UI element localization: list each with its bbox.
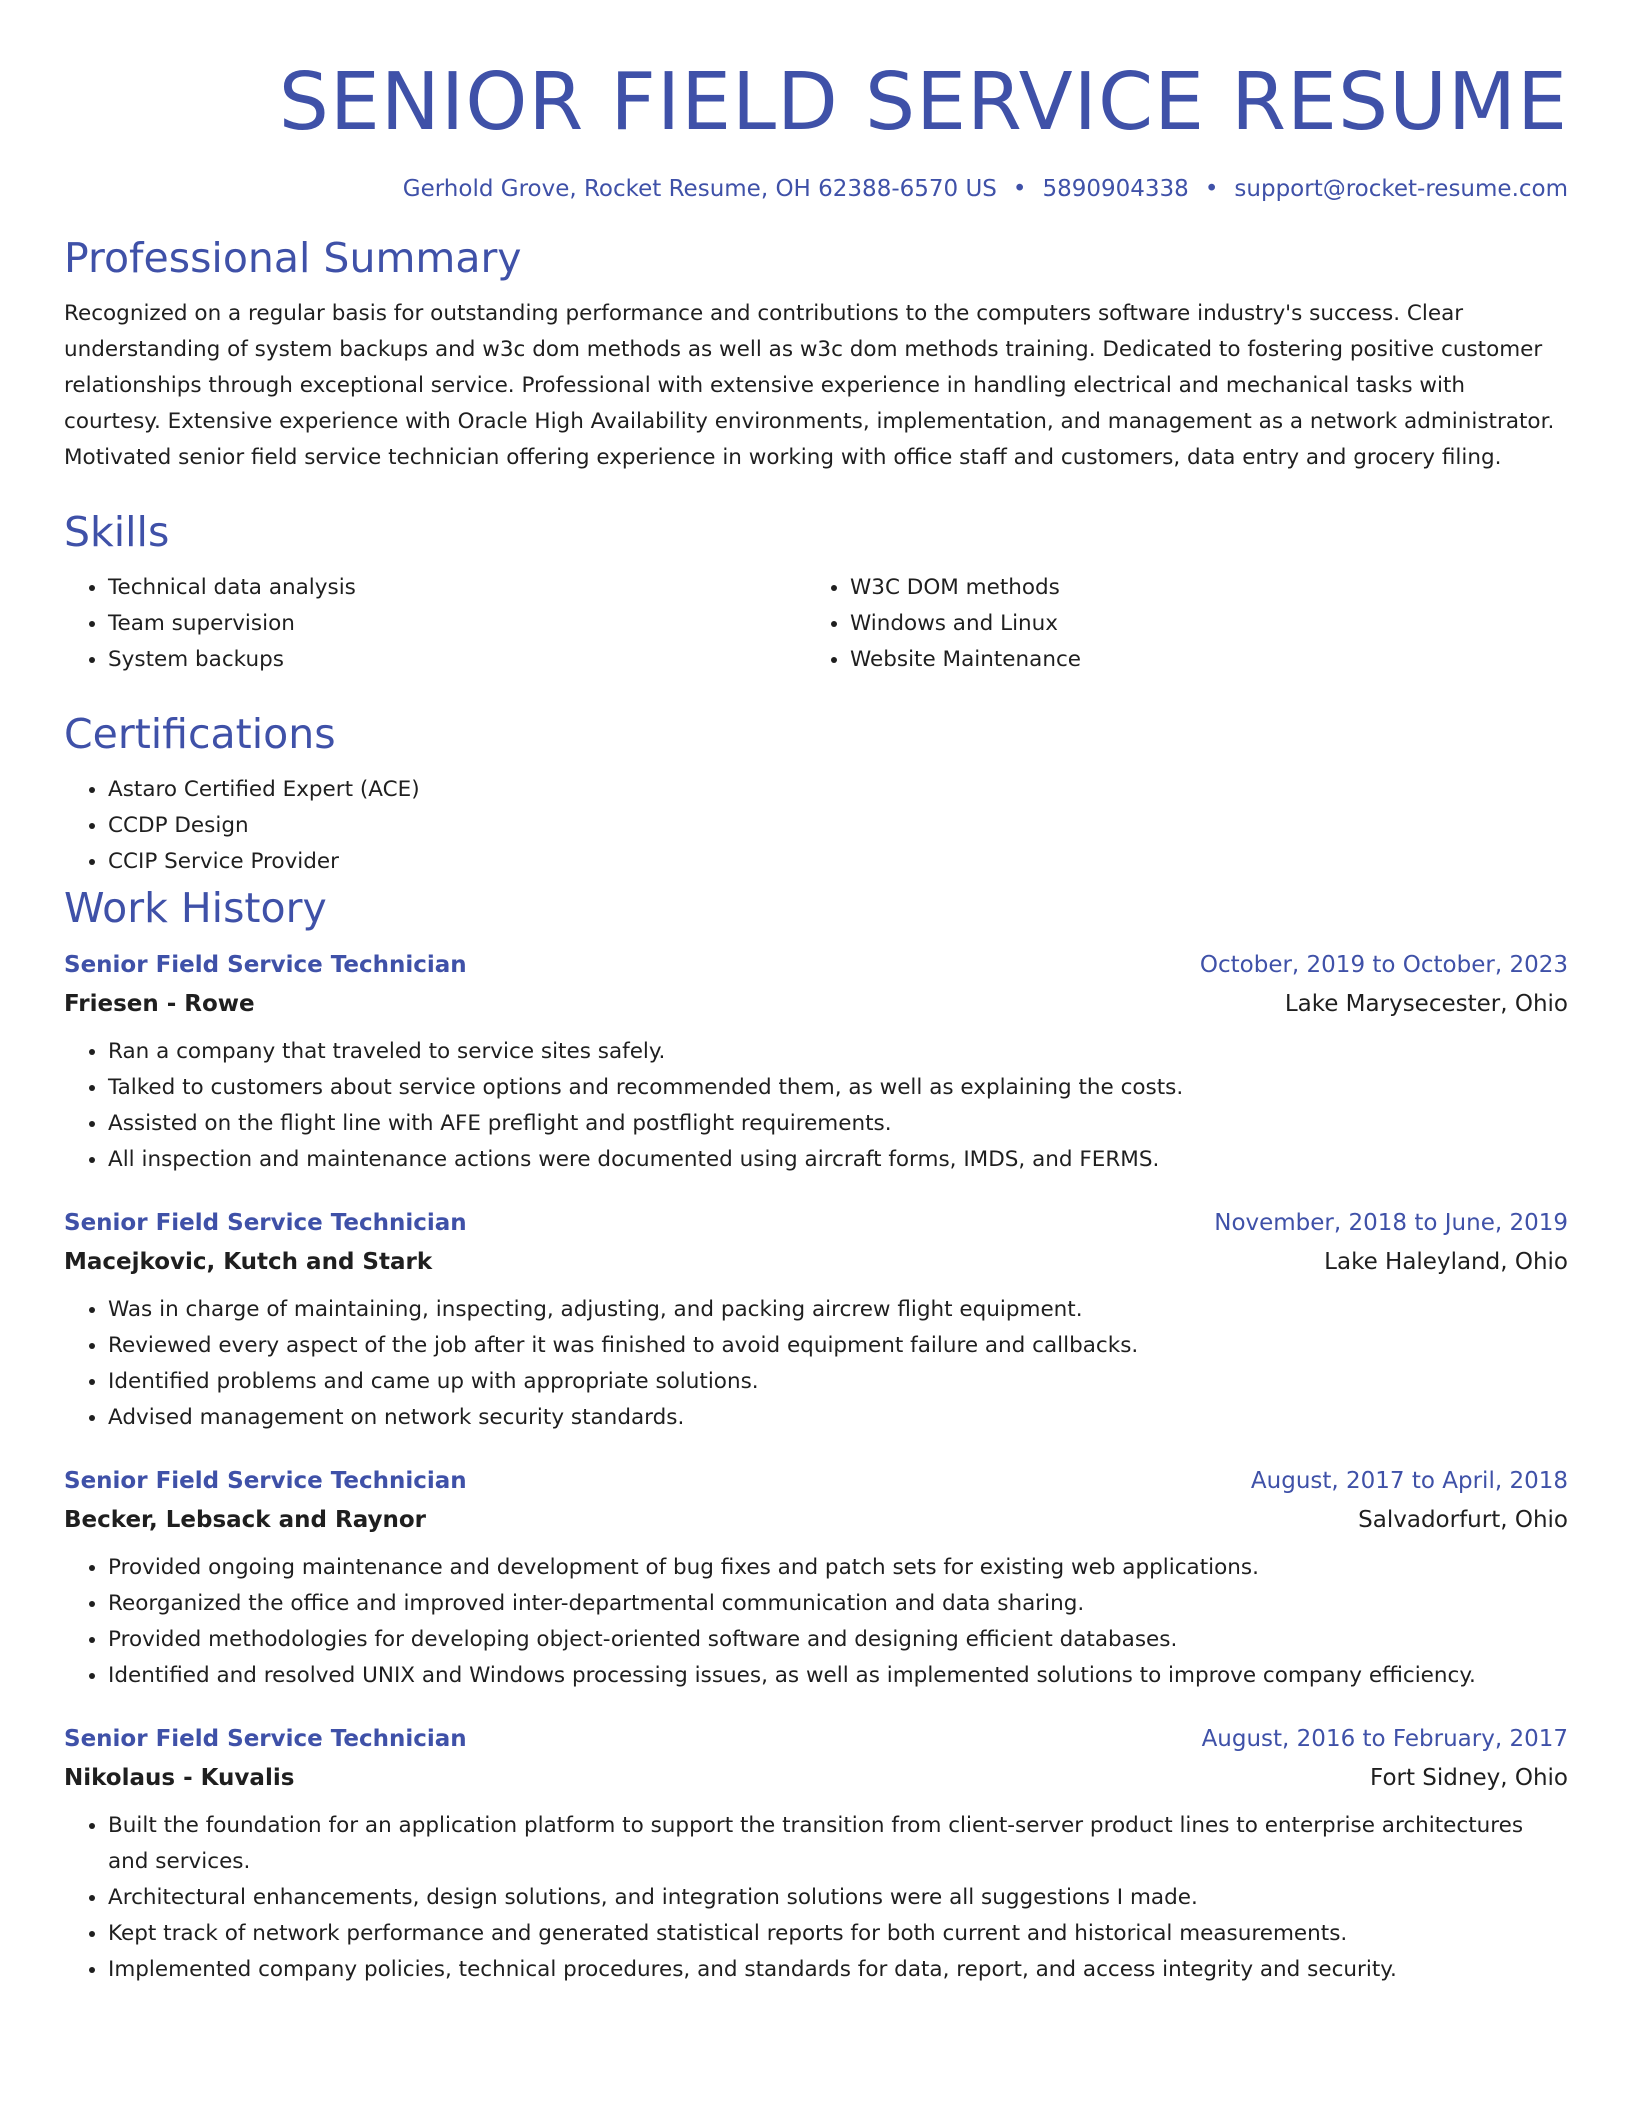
job-dates: November, 2018 to June, 2019	[1214, 1210, 1568, 1236]
job-bullet: • Provided ongoing maintenance and development of bug fixes and patch sets for existing web applications.	[108, 1550, 1568, 1586]
job-bullet: • Was in charge of maintaining, inspecting, adjusting, and packing aircrew flight equipment.	[108, 1292, 1568, 1328]
job-bullets	[64, 1550, 1568, 1694]
certification-item: • CCDP Design	[108, 808, 1568, 844]
job-company: Macejkovic, Kutch and Stark	[64, 1249, 433, 1275]
job-bullet: • Provided methodologies for developing object-oriented software and designing efficient databases.	[108, 1622, 1568, 1658]
job-bullet: • Talked to customers about service options and recommended them, as well as explaining the costs.	[108, 1070, 1568, 1106]
job-bullet: • Identified problems and came up with appropriate solutions.	[108, 1364, 1568, 1400]
summary-section	[64, 230, 1568, 476]
certifications-section	[64, 706, 1568, 880]
job-bullet: • Ran a company that traveled to service sites safely.	[108, 1034, 1568, 1070]
contact-line	[64, 172, 1568, 206]
job-company-row	[64, 984, 1568, 1024]
contact-separator: •	[1012, 176, 1027, 202]
job-entry	[64, 946, 1568, 1178]
contact-address: Gerhold Grove, Rocket Resume, OH 62388-6570 US	[402, 176, 997, 202]
job-location: Lake Marysecester, Ohio	[1284, 991, 1568, 1017]
job-header-row	[64, 1462, 1568, 1500]
job-bullet: • Architectural enhancements, design solutions, and integration solutions were all suggestions I made.	[108, 1880, 1568, 1916]
job-bullet: • Kept track of network performance and generated statistical reports for both current and historical measurements.	[108, 1916, 1568, 1952]
job-bullet: • Reviewed every aspect of the job after it was finished to avoid equipment failure and callbacks.	[108, 1328, 1568, 1364]
skill-item: • Technical data analysis	[108, 570, 806, 606]
job-header-row	[64, 1204, 1568, 1242]
job-company: Becker, Lebsack and Raynor	[64, 1507, 427, 1533]
skills-heading: Skills	[64, 508, 170, 556]
summary-heading: Professional Summary	[64, 234, 522, 282]
work-history-section	[64, 880, 1568, 1988]
skill-item: • System backups	[108, 642, 806, 678]
summary-text: Recognized on a regular basis for outstanding performance and contributions to the computers software industry's success. Clear understanding of system backups and w3c dom methods as well as w3c dom methods training. Dedicated to fostering positive customer relationships through exceptional service. Professional with extensive experience in handling electrical and mechanical tasks with courtesy. Extensive experience with Oracle High Availability environments, implementation, and management as a network administrator. Motivated senior field service technician offering experience in working with office staff and customers, data entry and grocery filing.	[64, 301, 1555, 470]
skills-column-right	[806, 570, 1548, 678]
job-dates: August, 2017 to April, 2018	[1250, 1468, 1568, 1494]
job-entry	[64, 1204, 1568, 1436]
contact-separator: •	[1204, 176, 1219, 202]
job-title: Senior Field Service Technician	[64, 1210, 467, 1236]
skill-item: • Windows and Linux	[850, 606, 1548, 642]
skills-section	[64, 504, 1568, 678]
skills-column-left	[64, 570, 806, 678]
job-entry	[64, 1720, 1568, 1988]
job-bullets	[64, 1034, 1568, 1178]
certification-item: • Astaro Certified Expert (ACE)	[108, 772, 1568, 808]
job-dates: August, 2016 to February, 2017	[1201, 1726, 1568, 1752]
skills-grid	[64, 570, 1568, 678]
job-title: Senior Field Service Technician	[64, 952, 467, 978]
job-bullets	[64, 1292, 1568, 1436]
job-bullet: • Reorganized the office and improved inter-departmental communication and data sharing.	[108, 1586, 1568, 1622]
skill-item: • Team supervision	[108, 606, 806, 642]
job-header-row	[64, 946, 1568, 984]
certifications-list	[64, 772, 1568, 880]
job-bullet: • Built the foundation for an application platform to support the transition from client-server product lines to enterprise architectures and services.	[108, 1808, 1568, 1880]
job-dates: October, 2019 to October, 2023	[1199, 952, 1568, 978]
job-bullet: • Identified and resolved UNIX and Windows processing issues, as well as implemented solutions to improve company efficiency.	[108, 1658, 1568, 1694]
job-company-row	[64, 1758, 1568, 1798]
skill-item: • W3C DOM methods	[850, 570, 1548, 606]
job-title: Senior Field Service Technician	[64, 1726, 467, 1752]
job-location: Lake Haleyland, Ohio	[1324, 1249, 1568, 1275]
job-location: Fort Sidney, Ohio	[1370, 1765, 1568, 1791]
job-bullet: • Advised management on network security standards.	[108, 1400, 1568, 1436]
job-company: Nikolaus - Kuvalis	[64, 1765, 295, 1791]
job-bullet: • Assisted on the flight line with AFE preflight and postflight requirements.	[108, 1106, 1568, 1142]
job-header-row	[64, 1720, 1568, 1758]
skill-item: • Website Maintenance	[850, 642, 1548, 678]
certification-item: • CCIP Service Provider	[108, 844, 1568, 880]
contact-phone: 5890904338	[1042, 176, 1189, 202]
certifications-heading: Certifications	[64, 710, 336, 758]
job-bullets	[64, 1808, 1568, 1988]
job-entry	[64, 1462, 1568, 1694]
job-bullet: • Implemented company policies, technical procedures, and standards for data, report, and access integrity and security.	[108, 1952, 1568, 1988]
job-location: Salvadorfurt, Ohio	[1358, 1507, 1568, 1533]
work-history-heading: Work History	[64, 884, 327, 932]
job-bullet: • All inspection and maintenance actions were documented using aircraft forms, IMDS, and FERMS.	[108, 1142, 1568, 1178]
job-company-row	[64, 1500, 1568, 1540]
contact-email: support@rocket-resume.com	[1234, 176, 1568, 202]
job-title: Senior Field Service Technician	[64, 1468, 467, 1494]
job-company-row	[64, 1242, 1568, 1282]
skills-list-left	[64, 570, 806, 678]
skills-list-right	[806, 570, 1548, 678]
resume-title: SENIOR FIELD SERVICE RESUME	[278, 56, 1568, 148]
job-company: Friesen - Rowe	[64, 991, 255, 1017]
